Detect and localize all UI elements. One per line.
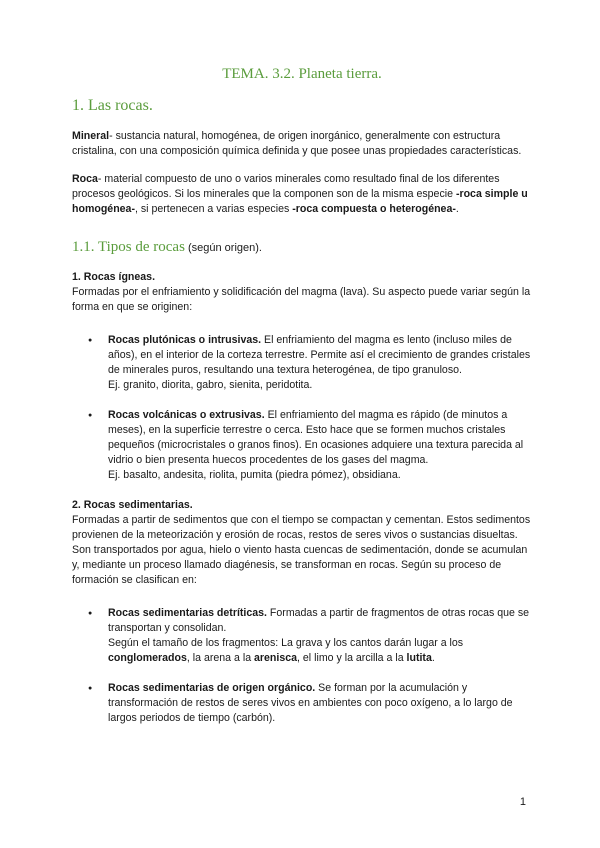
sedimentarias-heading: 2. Rocas sedimentarias. (72, 499, 193, 511)
detriticas-l2c: , el limo y la arcilla a la (297, 652, 407, 664)
plutonicas-examples: Ej. granito, diorita, gabro, sienita, peridotita. (108, 379, 313, 391)
roca-text-1: - material compuesto de uno o varios minerales como resultado final de los diferentes procesos geológicos. Si los minerales que la componen son de la misma especie (72, 173, 500, 200)
mineral-definition (72, 129, 532, 159)
tipos-title: 1.1. Tipos de rocas (72, 239, 185, 255)
sedimentarias-list (72, 606, 532, 726)
sedimentarias-intro: Formadas a partir de sedimentos que con el tiempo se compactan y cementan. Estos sedimentos provienen de la meteorización y erosión de rocas, restos de seres vivos o sustancias disueltas. Son transportados por agua, hielo o viento hasta cuencas de sedimentación, donde se acumulan y, mediante un proceso llamado diagénesis, se transforman en rocas. Según su proceso de formación se clasifican en: (72, 514, 531, 586)
volcanicas-text: El enfriamiento del magma es rápido (de minutos a meses), en la superficie terrestre o cerca. Esto hace que se formen muchos cristales pequeños (microcristales o granos finos). En ocasiones adquiere una textura parecida al vidrio o bien presenta huecos procedentes de los gases del magma. (108, 409, 524, 466)
list-item (108, 681, 532, 726)
mineral-term: Mineral (72, 130, 110, 142)
plutonicas-term: Rocas plutónicas o intrusivas. (108, 334, 262, 346)
document-page (72, 66, 532, 741)
conglomerados-term: conglomerados (108, 652, 187, 664)
roca-text-3: . (455, 203, 459, 215)
volcanicas-examples: Ej. basalto, andesita, riolita, pumita (piedra pómez), obsidiana. (108, 469, 401, 481)
tipos-subtitle: (según origen). (184, 242, 262, 254)
lutita-term: lutita (406, 652, 432, 664)
igneas-list (72, 333, 532, 483)
volcanicas-term: Rocas volcánicas o extrusivas. (108, 409, 265, 421)
roca-term: Roca (72, 173, 98, 185)
detriticas-l2b: , la arena a la (186, 652, 255, 664)
roca-simple: -roca simple u homogénea- (72, 188, 528, 215)
roca-text-2: , si pertenecen a varias especies (134, 203, 293, 215)
igneas-heading: 1. Rocas ígneas. (72, 271, 156, 283)
organico-term: Rocas sedimentarias de origen orgánico. (108, 682, 316, 694)
detriticas-term: Rocas sedimentarias detríticas. (108, 607, 267, 619)
detriticas-l2d: . (431, 652, 435, 664)
list-item (108, 333, 532, 393)
page-title: TEMA. 3.2. Planeta tierra. (222, 66, 382, 82)
mineral-text: - sustancia natural, homogénea, de origen inorgánico, generalmente con estructura cristalina, con una composición química definida y que posee unas propiedades características. (72, 130, 522, 157)
organico-text: Se forman por la acumulación y transformación de restos de seres vivos en ambientes con poco oxígeno, a lo largo de largos periodos de tiempo (carbón). (108, 682, 513, 724)
list-item (108, 606, 532, 666)
section-heading-tipos (72, 239, 532, 256)
plutonicas-text: El enfriamiento del magma es lento (incluso miles de años), en el interior de la corteza terrestre. Permite así el crecimiento de grandes cristales de minerales puros, resultando una textura heterogénea, de tipo granuloso. (108, 334, 531, 376)
roca-compuesta: -roca compuesta o heterogénea- (292, 203, 456, 215)
detriticas-l2a: Según el tamaño de los fragmentos: La grava y los cantos darán lugar a los (108, 637, 464, 649)
page-number: 1 (519, 796, 526, 808)
list-item (108, 408, 532, 483)
arenisca-term: arenisca (254, 652, 298, 664)
roca-definition (72, 172, 532, 217)
detriticas-text: Formadas a partir de fragmentos de otras rocas que se transportan y consolidan. (108, 607, 530, 634)
section-heading-rocas: 1. Las rocas. (72, 97, 153, 114)
igneas-intro: Formadas por el enfriamiento y solidificación del magma (lava). Su aspecto puede variar según la forma en que se originen: (72, 286, 531, 313)
